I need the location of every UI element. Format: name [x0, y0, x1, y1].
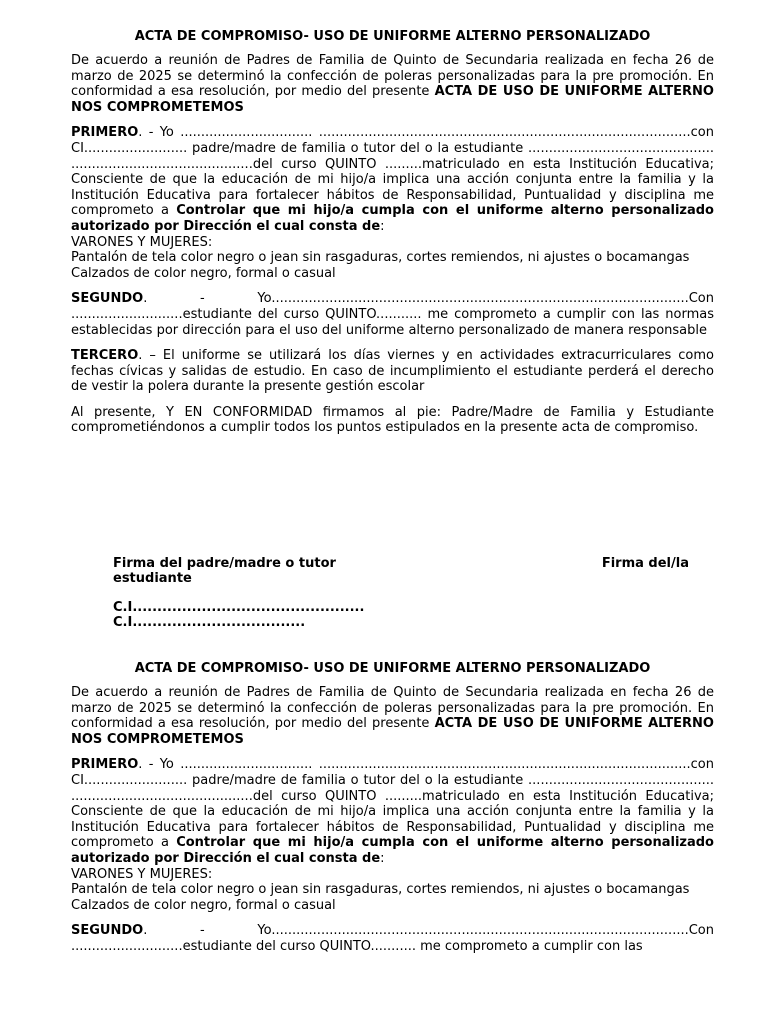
pantalon-line: Pantalón de tela color negro o jean sin rasgaduras, cortes remiendos, ni ajustes o bocamangas	[71, 882, 690, 898]
tercero-text: . – El uniforme se utilizará los días viernes y en actividades extracurriculares como fechas cívicas y salidas de estudio. En caso de incumplimiento el estudiante perderá el derecho de vestir la polera durante la presente gestión escolar	[71, 348, 714, 395]
closing-paragraph: Al presente, Y EN CONFORMIDAD firmamos al pie: Padre/Madre de Familia y Estudiante comprometiéndonos a cumplir todos los puntos estipulados en la presente acta de compromiso.	[71, 404, 714, 436]
segundo-text: . - Yo.....................................................................................................Con ...........................estudiante del curso QUINTO........... me comprometo a cumplir con las	[71, 923, 714, 954]
student-signature-label-cont: estudiante	[113, 571, 192, 586]
student-ci-line: C.I...................................	[113, 615, 306, 630]
primero-label: PRIMERO	[71, 125, 139, 141]
acta-copy-2	[71, 660, 714, 965]
document-title: ACTA DE COMPROMISO- USO DE UNIFORME ALTERNO PERSONALIZADO	[134, 661, 651, 676]
intro-bold-text: ACTA DE USO DE UNIFORME ALTERNO NOS COMPROMETEMOS	[71, 84, 714, 115]
signature-block	[113, 556, 713, 630]
primero-label: PRIMERO	[71, 757, 139, 773]
acta-copy-1	[71, 28, 714, 446]
calzados-line: Calzados de color negro, formal o casual	[71, 897, 336, 913]
primero-text: . - Yo ................................ ..........................................................................................con CI......................... padre/madre de familia o tutor del o la estudiante ............................................. ............................................del curso QUINTO .........matriculado en esta Institución Educativa; Consciente de que la educación de mi hijo/a implica una acción conjunta entre la familia y la Institución Educativa para fortalecer hábitos de Responsabilidad, Puntualidad y disciplina me comprometo a	[71, 125, 714, 219]
varones-line: VARONES Y MUJERES:	[71, 234, 213, 250]
segundo-paragraph	[71, 291, 714, 338]
student-signature-label: Firma del/la	[601, 556, 689, 571]
varones-line: VARONES Y MUJERES:	[71, 866, 213, 882]
tercero-paragraph	[71, 348, 714, 395]
intro-paragraph	[71, 53, 714, 115]
intro-paragraph	[71, 685, 714, 747]
primero-end: :	[380, 218, 385, 234]
intro-text: De acuerdo a reunión de Padres de Familia de Quinto de Secundaria realizada en fecha 26 de marzo de 2025 se determinó la confección de poleras personalizadas para la pre promoción. En conformidad a esa resolución, por medio del presente	[71, 53, 714, 100]
pantalon-line: Pantalón de tela color negro o jean sin rasgaduras, cortes remiendos, ni ajustes o bocamangas	[71, 250, 690, 266]
parent-signature-label: Firma del padre/madre o tutor	[113, 556, 336, 571]
primero-paragraph	[71, 125, 714, 234]
segundo-text: . - Yo.....................................................................................................Con ...........................estudiante del curso QUINTO........... me comprometo a cumplir con las normas establecidas por dirección para el uso del uniforme alterno personalizado de manera responsable	[71, 291, 714, 338]
parent-ci-line: C.I...............................................	[113, 600, 365, 615]
document-title: ACTA DE COMPROMISO- USO DE UNIFORME ALTERNO PERSONALIZADO	[134, 29, 651, 44]
segundo-label: SEGUNDO	[71, 291, 144, 307]
tercero-label: TERCERO	[71, 348, 139, 364]
primero-end: :	[380, 850, 385, 866]
intro-text: De acuerdo a reunión de Padres de Familia de Quinto de Secundaria realizada en fecha 26 de marzo de 2025 se determinó la confección de poleras personalizadas para la pre promoción. En conformidad a esa resolución, por medio del presente	[71, 685, 714, 732]
primero-paragraph	[71, 757, 714, 866]
segundo-label: SEGUNDO	[71, 923, 144, 939]
calzados-line: Calzados de color negro, formal o casual	[71, 265, 336, 281]
segundo-paragraph	[71, 923, 714, 954]
primero-bold-text: Controlar que mi hijo/a cumpla con el uniforme alterno personalizado autorizado por Dirección el cual consta de	[71, 203, 714, 234]
primero-bold-text: Controlar que mi hijo/a cumpla con el uniforme alterno personalizado autorizado por Dirección el cual consta de	[71, 835, 714, 866]
primero-text: . - Yo ................................ ..........................................................................................con CI......................... padre/madre de familia o tutor del o la estudiante ............................................. ............................................del curso QUINTO .........matriculado en esta Institución Educativa; Consciente de que la educación de mi hijo/a implica una acción conjunta entre la familia y la Institución Educativa para fortalecer hábitos de Responsabilidad, Puntualidad y disciplina me comprometo a	[71, 757, 714, 851]
intro-bold-text: ACTA DE USO DE UNIFORME ALTERNO NOS COMPROMETEMOS	[71, 716, 714, 747]
